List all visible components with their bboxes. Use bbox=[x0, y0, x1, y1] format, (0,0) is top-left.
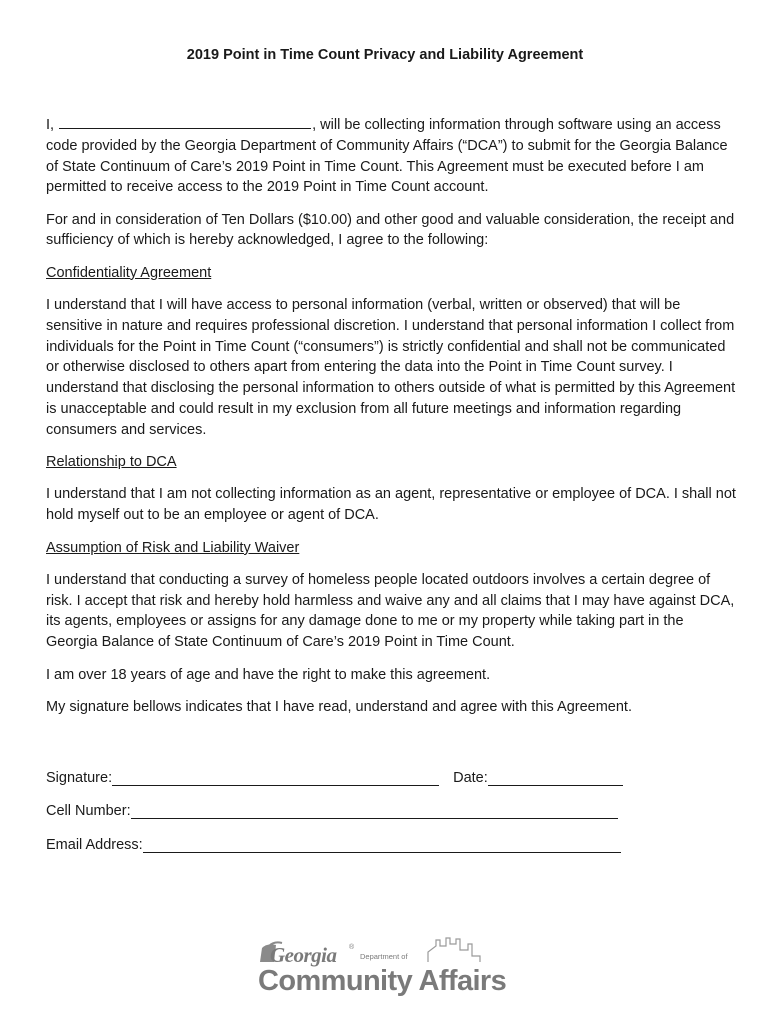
intro-paragraph bbox=[46, 114, 736, 198]
cell-number-row bbox=[46, 803, 618, 819]
skyline-icon bbox=[428, 938, 480, 962]
section-text-confidentiality: I understand that I will have access to personal information (verbal, written or observed) that will be sensitive in nature and requires professional discretion. I understand that personal information I collect from individuals for the Point in Time Count (“consumers”) is strictly confidential and shall not be communicated or otherwise disclosed to others apart from entering the data into the Point in Time Count survey. I understand that disclosing the personal information to others outside of what is permitted by this Agreement is unacceptable and could result in my exclusion from all future meetings and information regarding consumers and services. bbox=[46, 297, 736, 438]
intro-lead: I, bbox=[46, 117, 55, 133]
logo-georgia-text: Georgia bbox=[270, 943, 337, 967]
logo-department-text: Department of bbox=[360, 952, 408, 961]
date-label: Date: bbox=[453, 770, 488, 786]
email-field[interactable] bbox=[143, 837, 621, 853]
section-heading-liability: Assumption of Risk and Liability Waiver bbox=[46, 539, 300, 556]
date-field[interactable] bbox=[488, 770, 623, 786]
logo-community-affairs-text: Community Affairs bbox=[258, 965, 507, 997]
signature-label: Signature: bbox=[46, 770, 113, 786]
name-blank-line[interactable] bbox=[59, 114, 311, 129]
cell-number-label: Cell Number: bbox=[46, 803, 131, 819]
signature-row bbox=[46, 770, 623, 786]
dca-logo bbox=[258, 936, 518, 1004]
email-label: Email Address: bbox=[46, 837, 143, 853]
email-row bbox=[46, 837, 621, 853]
section-text-relationship: I understand that I am not collecting information as an agent, representative or employee of DCA. I shall not hold myself out to be an employee or agent of DCA. bbox=[46, 486, 736, 524]
section-heading-relationship: Relationship to DCA bbox=[46, 454, 177, 471]
signature-field[interactable] bbox=[112, 770, 439, 786]
section-heading-confidentiality: Confidentiality Agreement bbox=[46, 264, 212, 281]
signature-statement: My signature bellows indicates that I have read, understand and agree with this Agreement. bbox=[46, 698, 632, 715]
consideration-paragraph: For and in consideration of Ten Dollars ($10.00) and other good and valuable consideration, the receipt and sufficiency of which is hereby acknowledged, I agree to the following: bbox=[46, 211, 735, 249]
logo-registered-mark: ® bbox=[349, 944, 355, 951]
age-statement: I am over 18 years of age and have the right to make this agreement. bbox=[46, 666, 491, 683]
cell-number-field[interactable] bbox=[131, 803, 618, 819]
document-title: 2019 Point in Time Count Privacy and Liability Agreement bbox=[186, 47, 584, 63]
section-text-liability: I understand that conducting a survey of homeless people located outdoors involves a certain degree of risk. I accept that risk and hereby hold harmless and waive any and all claims that I may have against DCA, its agents, employees or assigns for any damage done to me or my property while taking part in the Georgia Balance of State Continuum of Care’s 2019 Point in Time Count. bbox=[46, 571, 735, 651]
intro-text: , will be collecting information through software using an access code provided by the Georgia Department of Community Affairs (“DCA”) to submit for the Georgia Balance of State Continuum of Care’s 2019 Point in Time Count. This Agreement must be executed before I am permitted to receive access to the 2019 Point in Time Count account. bbox=[46, 117, 728, 196]
agreement-body bbox=[46, 114, 736, 729]
